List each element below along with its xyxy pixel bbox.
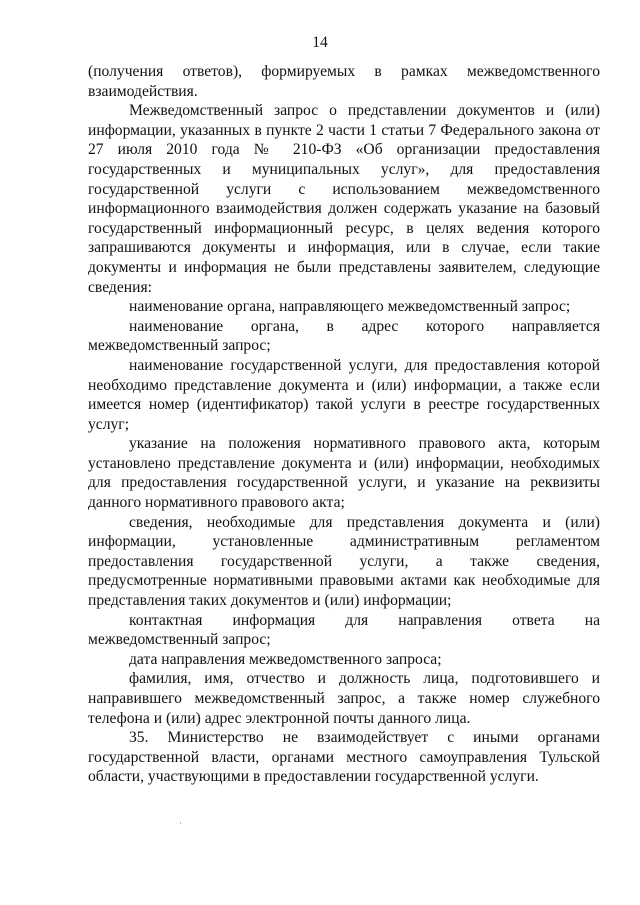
paragraph-continuation: (получения ответов), формируемых в рамках межведомственного взаимодействия. — [88, 63, 600, 100]
list-item: указание на положения нормативного правового акта, которым установлено представление документа и (или) информации, необходимых для предоставления государственной услуги, и указание на реквизиты данного нормативного правового акта; — [88, 435, 600, 512]
list-item: фамилия, имя, отчество и должность лица, подготовившего и направившего межведомственный запрос, а также номер служебного телефона и (или) адрес электронной почты данного лица. — [88, 670, 600, 727]
list-item: наименование государственной услуги, для предоставления которой необходимо представление документа и (или) информации, а также если имеется номер (идентификатор) такой услуги в реестре государственных услуг; — [88, 356, 600, 433]
paragraph-35: 35. Министерство не взаимодействует с иными органами государственной власти, органами местного самоуправления Тульской области, участвующими в предоставлении государственной услуги. — [88, 729, 600, 786]
list-item: наименование органа, направляющего межведомственный запрос; — [129, 298, 571, 316]
list-item: наименование органа, в адрес которого направляется межведомственный запрос; — [88, 317, 600, 355]
list-item: дата направления межведомственного запроса; — [129, 650, 442, 668]
list-item: контактная информация для направления ответа на межведомственный запрос; — [88, 611, 600, 649]
document-body — [88, 62, 600, 787]
page-number: 14 — [312, 34, 328, 51]
list-item: сведения, необходимые для представления документа и (или) информации, установленные административным регламентом предоставления государственной услуги, а также сведения, предусмотренные нормативными правовыми актами как необходимые для представления таких документов и (или) информации; — [88, 513, 600, 610]
paragraph-interagency-request: Межведомственный запрос о представлении документов и (или) информации, указанных в пункте 2 части 1 статьи 7 Федерального закона от 27 июля 2010 года № 210-ФЗ «Об организации предоставления государственных и муниципальных услуг», для предоставления государственной услуги с использованием межведомственного информационного взаимодействия должен содержать указание на базовый государственный информационный ресурс, в целях ведения которого запрашиваются документы и информация, или в случае, если такие документы и информация не были представлены заявителем, следующие сведения: — [88, 102, 600, 296]
scan-speck — [180, 822, 181, 824]
